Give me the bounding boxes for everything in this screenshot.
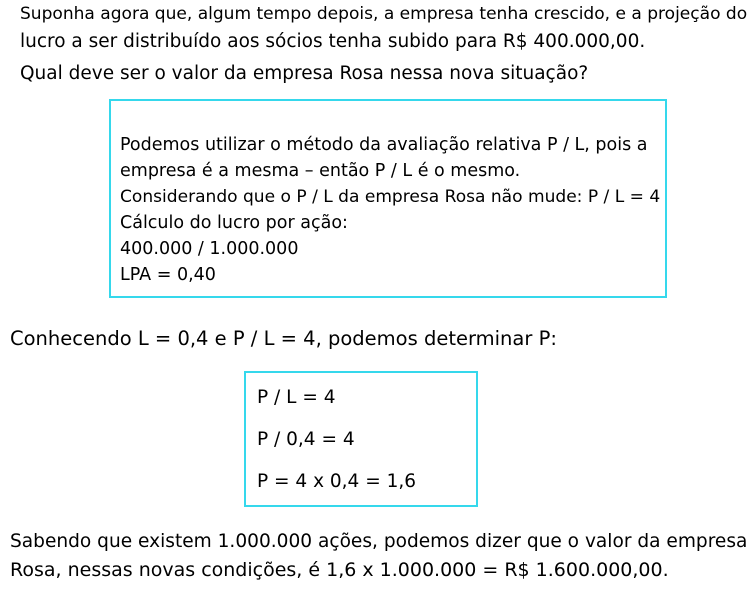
- conclusion-line-1: Sabendo que existem 1.000.000 ações, podemos dizer que o valor da empresa: [10, 531, 748, 552]
- calculation-box: [244, 371, 478, 507]
- analysis-line: Podemos utilizar o método da avaliação relativa P / L, pois a: [120, 135, 648, 155]
- analysis-line: Cálculo do lucro por ação:: [120, 213, 348, 233]
- analysis-line: LPA = 0,40: [120, 265, 216, 285]
- analysis-line: Considerando que o P / L da empresa Rosa não mude: P / L = 4: [120, 187, 661, 207]
- conclusion-line-2: Rosa, nessas novas condições, é 1,6 x 1.000.000 = R$ 1.600.000,00.: [10, 559, 669, 581]
- calculation-line: P = 4 x 0,4 = 1,6: [257, 471, 417, 492]
- calculation-line: P / L = 4: [257, 387, 336, 408]
- analysis-line: 400.000 / 1.000.000: [120, 239, 299, 259]
- calculation-line: P / 0,4 = 4: [257, 429, 355, 450]
- analysis-line: empresa é a mesma – então P / L é o mesmo.: [120, 161, 521, 181]
- analysis-box: [109, 99, 667, 298]
- middle-statement: Conhecendo L = 0,4 e P / L = 4, podemos determinar P:: [10, 327, 557, 350]
- intro-line-2: lucro a ser distribuído aos sócios tenha subido para R$ 400.000,00.: [20, 31, 646, 52]
- intro-line-1: Suponha agora que, algum tempo depois, a empresa tenha crescido, e a projeção do: [20, 4, 748, 24]
- intro-question: Qual deve ser o valor da empresa Rosa nessa nova situação?: [20, 63, 589, 84]
